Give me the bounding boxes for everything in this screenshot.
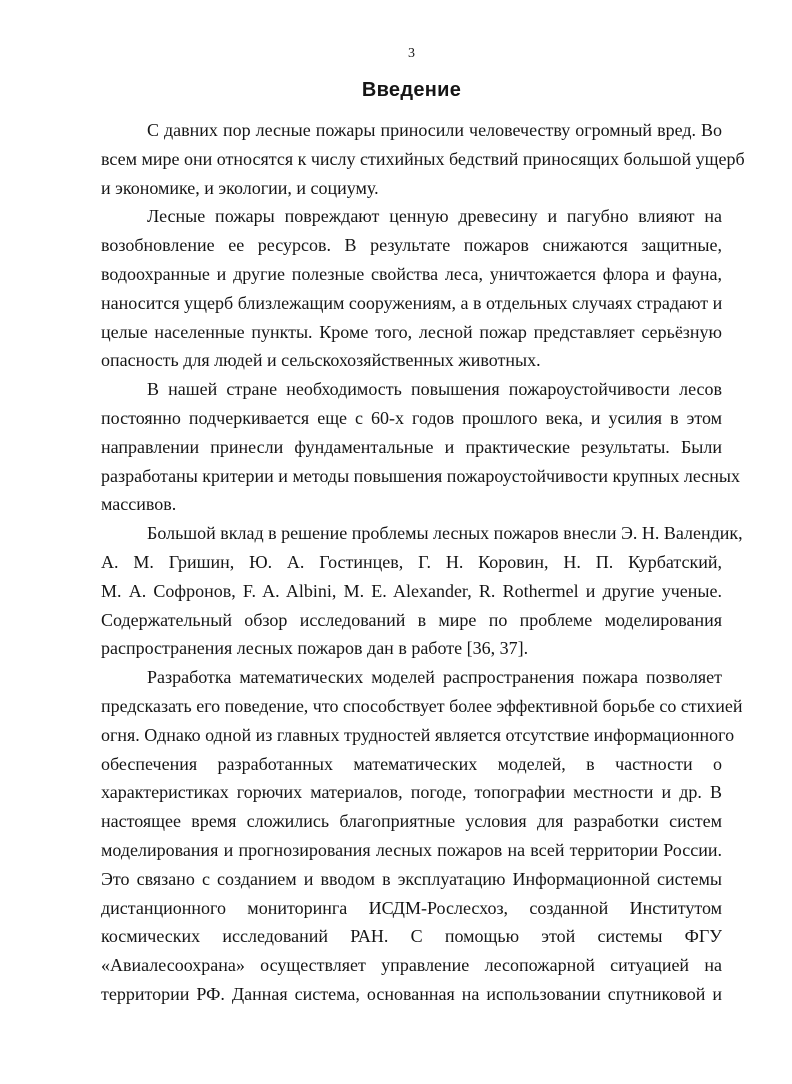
text-line: Разработка математических моделей распространения пожара позволяет: [147, 667, 722, 688]
text-line: массивов.: [101, 494, 177, 515]
paragraph: [101, 375, 740, 519]
page-number: 3: [408, 46, 415, 61]
text-line: опасность для людей и сельскохозяйственных животных.: [101, 350, 541, 371]
text-line: Большой вклад в решение проблемы лесных пожаров внесли Э. Н. Валендик,: [147, 523, 743, 544]
text-line: огня. Однако одной из главных трудностей является отсутствие информационного: [101, 724, 735, 745]
text-line: Лесные пожары повреждают ценную древесину и пагубно влияют на: [147, 206, 722, 227]
text-line: В нашей стране необходимость повышения пожароустойчивости лесов: [147, 379, 722, 400]
text-line: целые населенные пункты. Кроме того, лесной пожар представляет серьёзную: [101, 321, 722, 342]
text-line: характеристиках горючих материалов, погоде, топографии местности и др. В: [101, 782, 722, 803]
text-line: моделирования и прогнозирования лесных пожаров на всей территории России.: [101, 839, 722, 860]
text-line: «Авиалесоохрана» осуществляет управление лесопожарной ситуацией на: [101, 955, 722, 976]
paragraph: [101, 663, 743, 1009]
text-line: обеспечения разработанных математических моделей, в частности о: [101, 753, 722, 774]
text-line: предсказать его поведение, что способствует более эффективной борьбе со стихией: [101, 695, 743, 716]
paragraph: [101, 116, 745, 202]
text-line: дистанционного мониторинга ИСДМ-Рослесхоз, созданной Институтом: [101, 897, 722, 918]
text-line: постоянно подчеркивается еще с 60-х годов прошлого века, и усилия в этом: [101, 407, 722, 428]
text-line: возобновление ее ресурсов. В результате пожаров снижаются защитные,: [101, 235, 722, 256]
text-line: направлении принесли фундаментальные и практические результаты. Были: [101, 436, 722, 457]
paragraph: [101, 202, 722, 375]
text-line: территории РФ. Данная система, основанная на использовании спутниковой и: [101, 983, 722, 1004]
body-text: [101, 116, 745, 1009]
text-line: всем мире они относятся к числу стихийных бедствий приносящих большой ущерб: [101, 148, 745, 169]
text-line: настоящее время сложились благоприятные условия для разработки систем: [101, 811, 722, 832]
text-line: Это связано с созданием и вводом в эксплуатацию Информационной системы: [101, 868, 722, 889]
text-line: С давних пор лесные пожары приносили человечеству огромный вред. Во: [147, 120, 722, 140]
text-line: А. М. Гришин, Ю. А. Гостинцев, Г. Н. Коровин, Н. П. Курбатский,: [101, 551, 722, 572]
text-line: и экономике, и экологии, и социуму.: [101, 177, 379, 198]
text-line: водоохранные и другие полезные свойства леса, уничтожается флора и фауна,: [101, 263, 722, 284]
text-line: распространения лесных пожаров дан в работе [36, 37].: [101, 638, 529, 659]
text-line: наносится ущерб близлежащим сооружениям, а в отдельных случаях страдают и: [101, 292, 723, 313]
page-title: Введение: [361, 79, 462, 101]
text-line: космических исследований РАН. С помощью этой системы ФГУ: [101, 926, 722, 947]
text-line: разработаны критерии и методы повышения пожароустойчивости крупных лесных: [101, 465, 740, 486]
paragraph: [101, 519, 743, 663]
text-line: М. А. Софронов, F. A. Albini, M. E. Alexander, R. Rothermel и другие ученые.: [101, 580, 722, 601]
text-line: Содержательный обзор исследований в мире по проблеме моделирования: [101, 609, 722, 630]
